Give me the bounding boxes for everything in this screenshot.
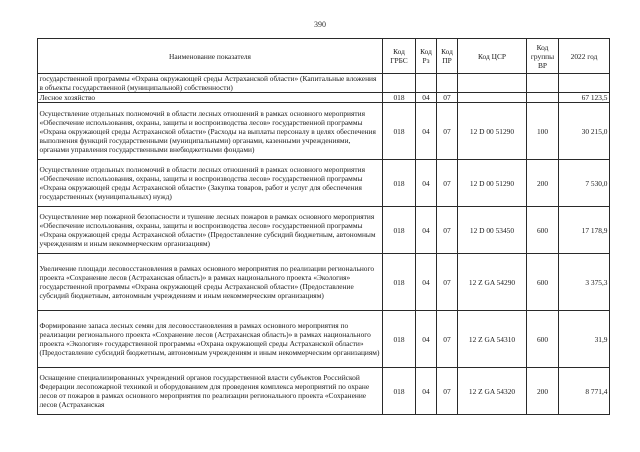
table-row	[38, 103, 610, 160]
table-row	[38, 207, 610, 254]
row-grbs	[383, 74, 416, 93]
header-vr: Код группы ВР	[527, 39, 559, 74]
row-rz: 04	[416, 160, 437, 207]
table-header-row	[38, 39, 610, 74]
header-rz: Код Рз	[416, 39, 437, 74]
row-amount: 67 123,5	[559, 93, 610, 103]
row-csr	[458, 74, 527, 93]
header-pr: Код ПР	[437, 39, 458, 74]
row-pr: 07	[437, 160, 458, 207]
row-csr: 12 Z GA 54290	[458, 254, 527, 311]
row-amount: 31,9	[559, 311, 610, 368]
row-vr: 200	[527, 368, 559, 415]
row-name: Осуществление отдельных полномочий в области лесных отношений в рамках основного мероприятия «Обеспечение использования, охраны, защиты и воспроизводства лесов» государственной программы «Охрана окружающей среды Астраханской области» (Закупка товаров, работ и услуг для обеспечения государственных (муниципальных) нужд)	[38, 160, 383, 207]
row-grbs: 018	[383, 93, 416, 103]
table-row	[38, 254, 610, 311]
row-amount: 17 178,9	[559, 207, 610, 254]
row-grbs: 018	[383, 254, 416, 311]
table-row	[38, 311, 610, 368]
row-vr	[527, 74, 559, 93]
row-csr: 12 D 00 51290	[458, 103, 527, 160]
row-rz: 04	[416, 311, 437, 368]
row-rz: 04	[416, 103, 437, 160]
table-row	[38, 368, 610, 415]
row-csr: 12 Z GA 54310	[458, 311, 527, 368]
row-name: Формирование запаса лесных семян для лесовосстановления в рамках основного мероприятия по реализации регионального проекта «Сохранение лесов (Астраханская область)» в рамках национального проекта «Экология» государственной программы «Охрана окружающей среды Астраханской области» (Предоставление субсидий бюджетным, автономным учреждениям и иным некоммерческим организациям)	[38, 311, 383, 368]
row-pr: 07	[437, 207, 458, 254]
row-name: Осуществление мер пожарной безопасности и тушение лесных пожаров в рамках основного мероприятия «Обеспечение использования, охраны, защиты и воспроизводства лесов» государственной программы «Охрана окружающей среды Астраханской области» (Предоставление субсидий бюджетным, автономным учреждениям и иным некоммерческим организациям)	[38, 207, 383, 254]
row-vr: 600	[527, 311, 559, 368]
row-csr	[458, 93, 527, 103]
row-name: Увеличение площади лесовосстановления в рамках основного мероприятия по реализации регионального проекта «Сохранение лесов (Астраханская область)» в рамках национального проекта «Экология» государственной программы «Охрана окружающей среды Астраханской области» (Предоставление субсидий бюджетным, автономным учреждениям и иным некоммерческим организациям)	[38, 254, 383, 311]
header-grbs: Код ГРБС	[383, 39, 416, 74]
row-name: Лесное хозяйство	[38, 93, 383, 103]
row-amount: 3 375,3	[559, 254, 610, 311]
header-name: Наименование показателя	[38, 39, 383, 74]
row-grbs: 018	[383, 207, 416, 254]
row-rz: 04	[416, 254, 437, 311]
row-grbs: 018	[383, 103, 416, 160]
row-pr	[437, 74, 458, 93]
row-csr: 12 D 00 53450	[458, 207, 527, 254]
row-vr: 100	[527, 103, 559, 160]
header-year: 2022 год	[559, 39, 610, 74]
row-name: Оснащение специализированных учреждений органов государственной власти субъектов Российской Федерации лесопожарной техникой и оборудованием для проведения комплекса мероприятий по охране лесов от пожаров в рамках основного мероприятия по реализации регионального проекта «Сохранение лесов (Астраханская	[38, 368, 383, 415]
row-pr: 07	[437, 254, 458, 311]
table-row	[38, 74, 610, 93]
row-name: Осуществление отдельных полномочий в области лесных отношений в рамках основного мероприятия «Обеспечение использования, охраны, защиты и воспроизводства лесов» государственной программы «Охрана окружающей среды Астраханской области» (Расходы на выплаты персоналу в целях обеспечения выполнения функций государственными (муниципальными) органами, казенными учреждениями, органами управления государственными внебюджетными фондами)	[38, 103, 383, 160]
row-vr: 600	[527, 207, 559, 254]
row-pr: 07	[437, 311, 458, 368]
row-pr: 07	[437, 93, 458, 103]
budget-table	[37, 38, 610, 415]
row-grbs: 018	[383, 368, 416, 415]
row-amount: 30 215,0	[559, 103, 610, 160]
row-name: государственной программы «Охрана окружающей среды Астраханской области» (Капитальные вложения в объекты государственной (муниципальной) собственности)	[38, 74, 383, 93]
row-rz: 04	[416, 207, 437, 254]
row-amount: 8 771,4	[559, 368, 610, 415]
row-grbs: 018	[383, 160, 416, 207]
row-pr: 07	[437, 368, 458, 415]
row-csr: 12 D 00 51290	[458, 160, 527, 207]
row-vr: 600	[527, 254, 559, 311]
row-amount	[559, 74, 610, 93]
table-row	[38, 160, 610, 207]
row-rz	[416, 74, 437, 93]
row-rz: 04	[416, 93, 437, 103]
row-grbs: 018	[383, 311, 416, 368]
row-amount: 7 530,0	[559, 160, 610, 207]
row-vr	[527, 93, 559, 103]
page-number: 390	[314, 20, 326, 29]
row-vr: 200	[527, 160, 559, 207]
row-csr: 12 Z GA 54320	[458, 368, 527, 415]
table-row	[38, 93, 610, 103]
row-pr: 07	[437, 103, 458, 160]
row-rz: 04	[416, 368, 437, 415]
header-csr: Код ЦСР	[458, 39, 527, 74]
